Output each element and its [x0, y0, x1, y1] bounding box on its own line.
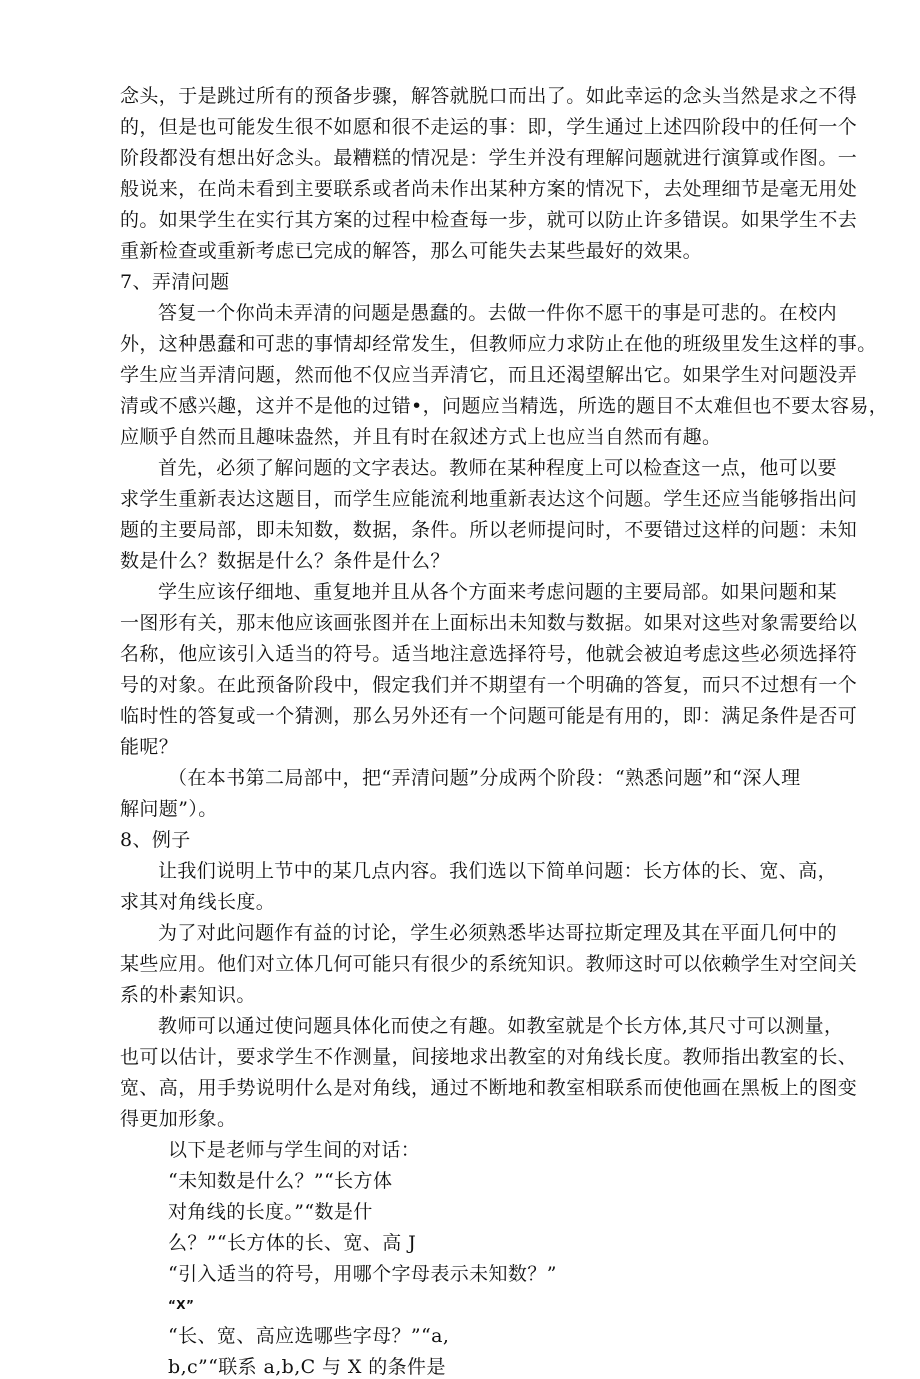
text-line: 某些应用。他们对立体几何可能只有很少的系统知识。教师这时可以依赖学生对空间关 [120, 953, 858, 975]
text-line: 号的对象。在此预备阶段中，假定我们并不期望有一个明确的答复，而只不过想有一个 [120, 674, 858, 696]
text-line: 重新检查或重新考虑已完成的解答，那么可能失去某些最好的效果。 [120, 240, 703, 262]
text-line: 应顺乎自然而且趣味盎然，并且有时在叙述方式上也应当自然而有趣。 [120, 426, 722, 448]
text-line: 能呢？ [120, 736, 179, 758]
text-line: 教师可以通过使问题具体化而使之有趣。如教室就是个长方体,其尺寸可以测量， [158, 1015, 844, 1037]
text-line: 为了对此问题作有益的讨论，学生必须熟悉毕达哥拉斯定理及其在平面几何中的 [158, 922, 838, 944]
text-line: 念头，于是跳过所有的预备步骤，解答就脱口而出了。如此幸运的念头当然是求之不得 [120, 85, 858, 107]
text-line: 的，但是也可能发生很不如愿和很不走运的事：即，学生通过上述四阶段中的任何一个 [120, 116, 858, 138]
text-line: 解问题”）。 [120, 798, 218, 820]
text-line: 学生应该仔细地、重复地并且从各个方面来考虑问题的主要局部。如果问题和某 [158, 581, 838, 603]
text-line: 一图形有关，那末他应该画张图并在上面标出未知数与数据。如果对这些对象需要给以 [120, 612, 858, 634]
text-line: 也可以估计，要求学生不作测量，间接地求出教室的对角线长度。教师指出教室的长、 [120, 1046, 858, 1068]
text-line: 得更加形象。 [120, 1108, 237, 1130]
text-line: （在本书第二局部中，把“弄清问题”分成两个阶段：“熟悉问题”和“深人理 [168, 767, 801, 789]
text-line: 让我们说明上节中的某几点内容。我们选以下简单问题：长方体的长、宽、高， [158, 860, 838, 882]
text-line: 清或不感兴趣，这并不是他的过错•，问题应当精选，所选的题目不太难但也不要太容易， [120, 395, 889, 417]
dialogue-line: “引入适当的符号，用哪个字母表示未知数？” [168, 1263, 557, 1285]
text-line: 临时性的答复或一个猜测，那么另外还有一个问题可能是有用的，即：满足条件是否可 [120, 705, 858, 727]
text-line: 般说来，在尚未看到主要联系或者尚未作出某种方案的情况下，去处理细节是毫无用处 [120, 178, 858, 200]
text-line: 阶段都没有想出好念头。最糟糕的情况是：学生并没有理解问题就进行演算或作图。一 [120, 147, 858, 169]
text-line: 题的主要局部，即未知数，数据，条件。所以老师提问时，不要错过这样的问题：未知 [120, 519, 858, 541]
text-line: 数是什么？数据是什么？条件是什么？ [120, 550, 450, 572]
text-line: 名称，他应该引入适当的符号。适当地注意选择符号，他就会被迫考虑这些必须选择符 [120, 643, 858, 665]
dialogue-line: 对角线的长度。”“数是什 [168, 1201, 373, 1223]
text-line: 求学生重新表达这题目，而学生应能流利地重新表达这个问题。学生还应当能够指出问 [120, 488, 858, 510]
section-heading-8: 8、例子 [120, 829, 191, 851]
text-line: 外，这种愚蠢和可悲的事情却经常发生，但教师应力求防止在他的班级里发生这样的事。 [120, 333, 877, 355]
text-line: 宽、高，用手势说明什么是对角线，通过不断地和教室相联系而使他画在黑板上的图变 [120, 1077, 858, 1099]
dialogue-line: 以下是老师与学生间的对话： [168, 1139, 421, 1161]
section-heading-7: 7、弄清问题 [120, 271, 230, 293]
text-line: 求其对角线长度。 [120, 891, 276, 913]
dialogue-line: b,c”“联系 a,b,C 与 X 的条件是 [168, 1356, 446, 1378]
dialogue-line: “未知数是什么？”“长方体 [168, 1170, 393, 1192]
text-line: 学生应当弄清问题，然而他不仅应当弄清它，而且还渴望解出它。如果学生对问题没弄 [120, 364, 858, 386]
text-line: 系的朴素知识。 [120, 984, 256, 1006]
dialogue-line: “X” [168, 1298, 195, 1312]
dialogue-line: “长、宽、高应选哪些字母？”“a, [168, 1325, 450, 1347]
text-line: 答复一个你尚未弄清的问题是愚蠢的。去做一件你不愿干的事是可悲的。在校内 [158, 302, 838, 324]
text-line: 首先，必须了解问题的文字表达。教师在某种程度上可以检查这一点，他可以要 [158, 457, 838, 479]
text-line: 的。如果学生在实行其方案的过程中检查每一步，就可以防止许多错误。如果学生不去 [120, 209, 858, 231]
dialogue-line: 么？”“长方体的长、宽、高 J [168, 1232, 417, 1254]
